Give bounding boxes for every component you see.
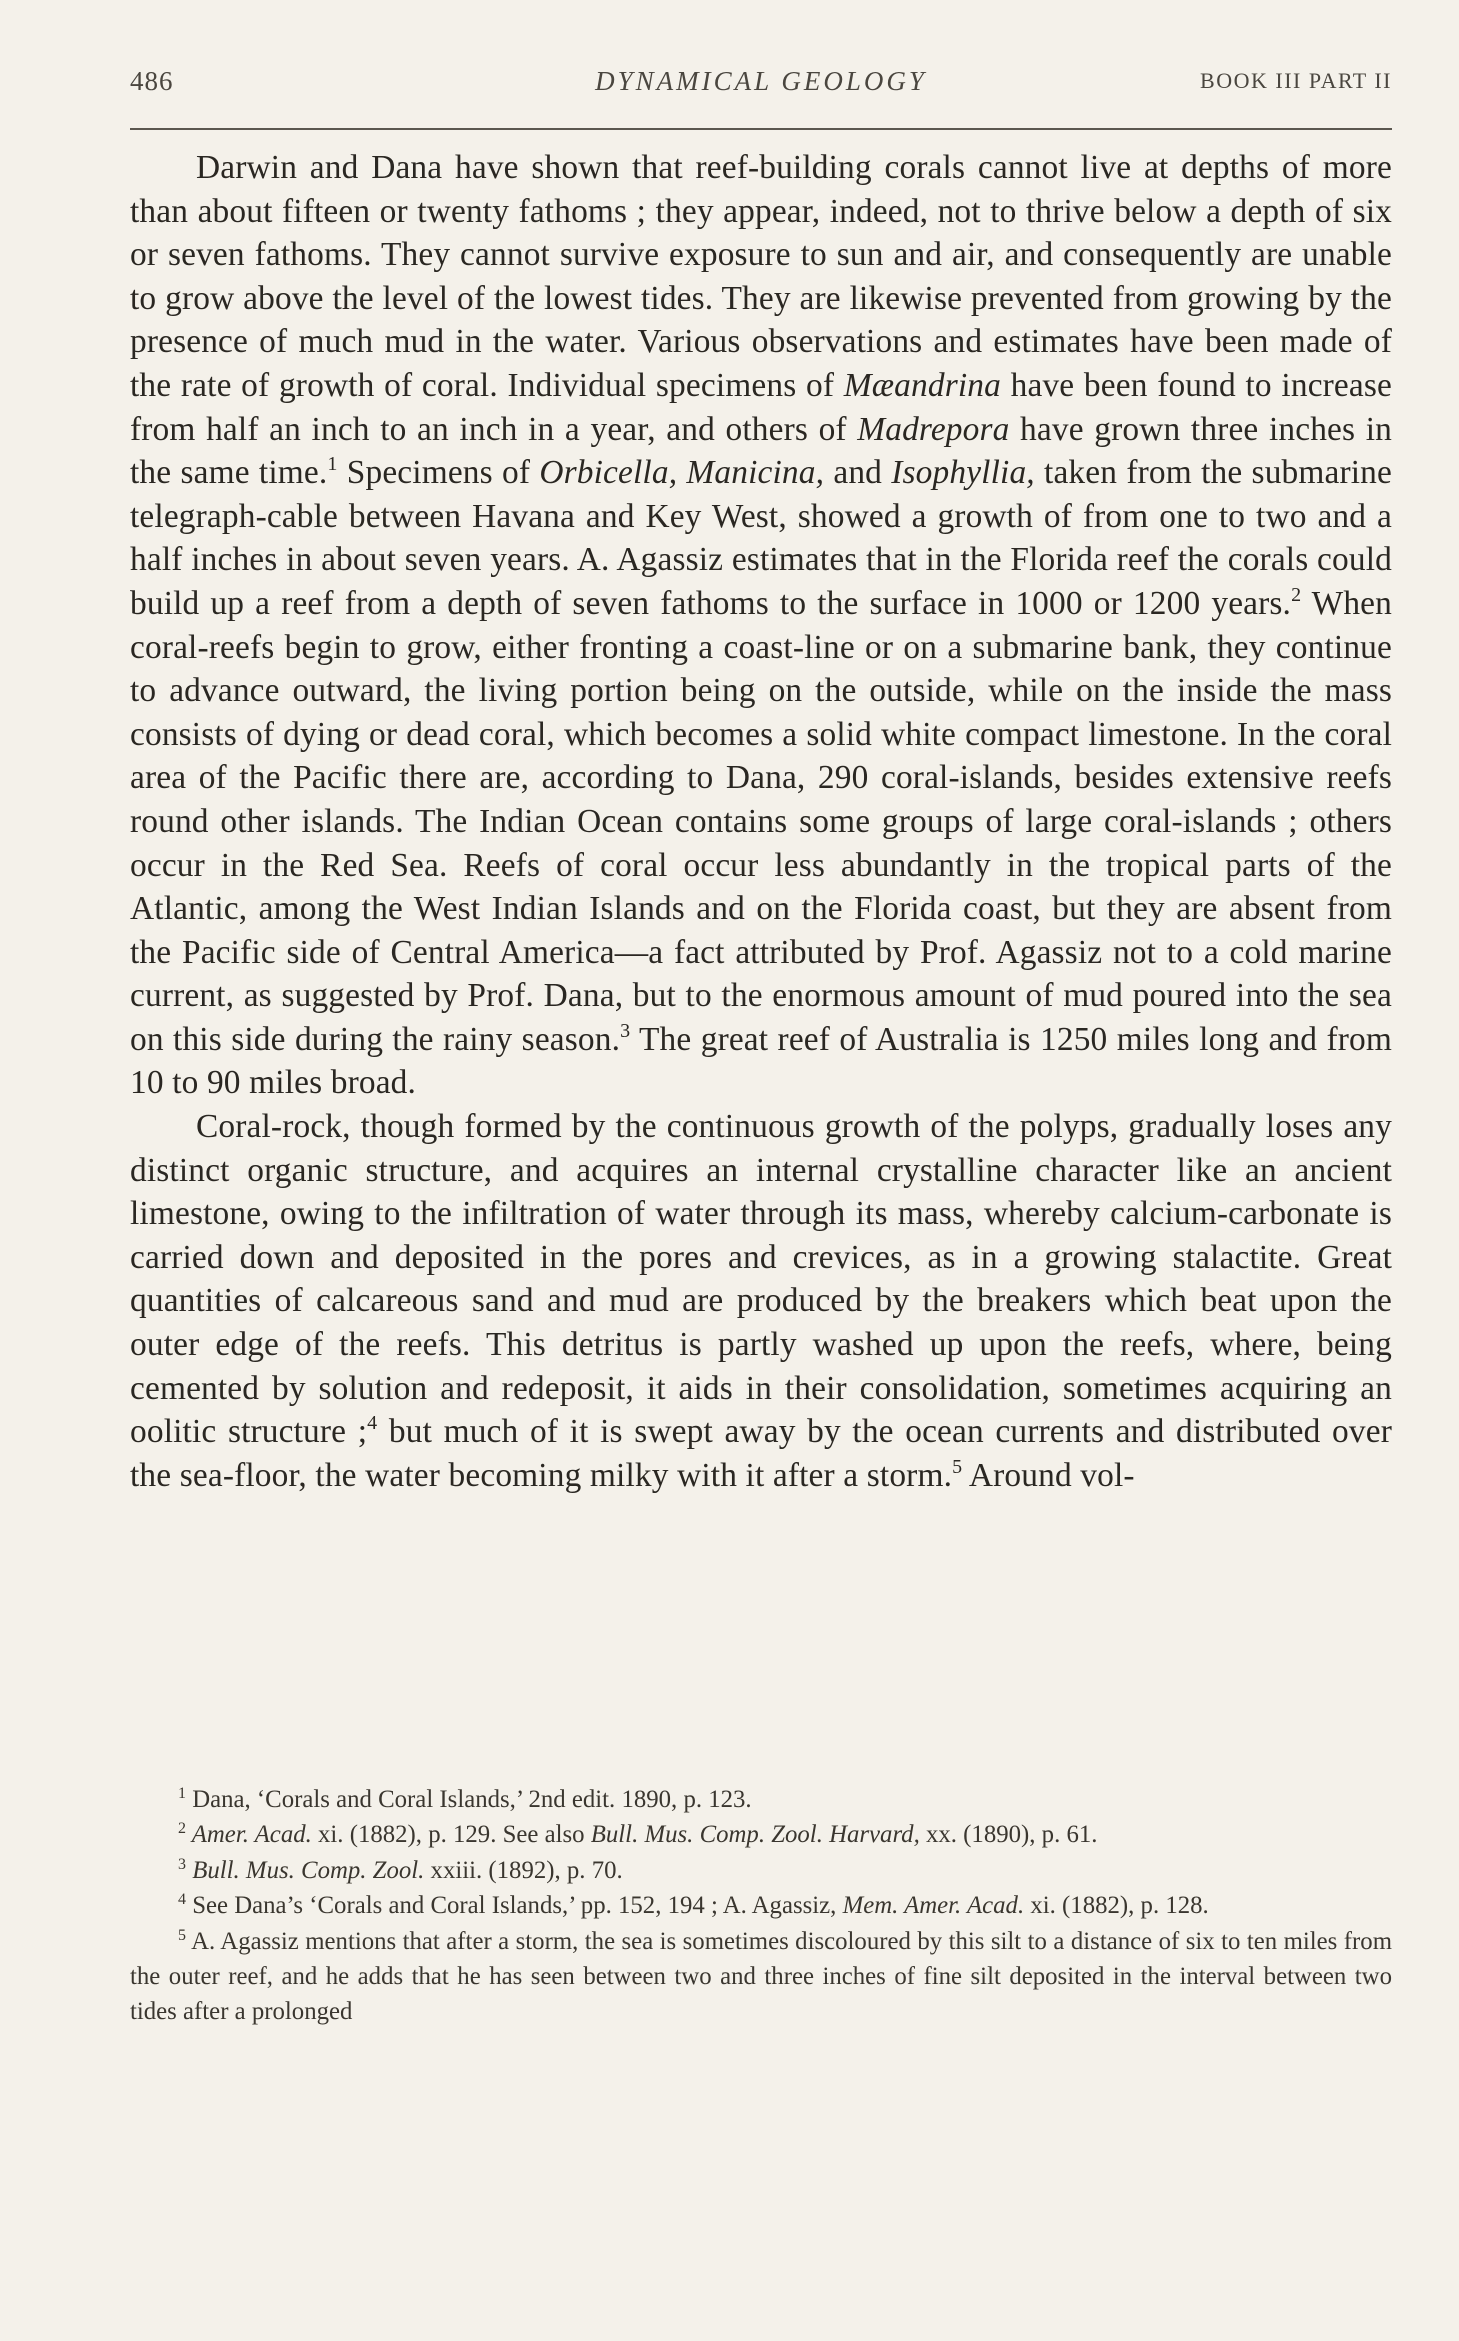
journal-title: Bull. Mus. Comp. Zool. — [186, 1856, 425, 1884]
text-span: Dana, ‘Corals and Coral Islands,’ 2nd edit. 1890, p. 123. — [186, 1786, 752, 1813]
text-span: but much of it is swept away by the ocean currents and distributed over the sea-floor, the water becoming milky with it after a storm. — [130, 1413, 1392, 1494]
journal-title: Bull. Mus. Comp. Zool. Harvard, — [590, 1821, 920, 1849]
journal-title: Mem. Amer. Acad. — [842, 1892, 1025, 1920]
text-span: xi. (1882), p. 128. — [1024, 1892, 1209, 1920]
text-span: Darwin and Dana have shown that reef-building corals cannot live at depths of more than about fifteen or twenty fathoms ; they appear, indeed, not to thrive below a depth of six or seven fathoms. They cannot survive exposure to sun and air, and consequently are unable to grow above the level of the lowest tides. They are likewise prevented from growing by the presence of much mud in the water. Various observations and estimates have been made of the rate of growth of coral. Individual specimens of — [130, 149, 1392, 404]
footnotes — [130, 1782, 1392, 2030]
page-number: 486 — [130, 66, 174, 96]
footnote-2 — [130, 1817, 1392, 1852]
text-span: have been found to increase from half an inch to an inch in a year, and others of — [130, 366, 1392, 448]
genus-name: Madrepora — [857, 410, 1010, 448]
journal-title: Amer. Acad. — [186, 1821, 312, 1849]
text-span: See Dana’s ‘Corals and Coral Islands,’ pp. 152, 194 ; A. Agassiz, — [186, 1892, 843, 1920]
text-span: When coral-reefs begin to grow, either fronting a coast-line or on a submarine bank, they continue to advance outward, the living portion being on the outside, while on the inside the mass consists of dying or dead coral, which becomes a solid white compact limestone. In the coral area of the Pacific there are, according to Dana, 290 coral-islands, besides extensive reefs round other islands. The Indian Ocean contains some groups of large coral-islands ; others occur in the Red Sea. Reefs of coral occur less abundantly in the tropical parts of the Atlantic, among the West Indian Islands and on the Florida coast, but they are absent from the Pacific side of Central America—a fact attributed by Prof. Agassiz not to a cold marine current, as suggested by Prof. Dana, but to the enormous amount of mud poured into the sea on this side during the rainy season. — [130, 584, 1392, 1058]
running-header — [130, 66, 1392, 110]
running-title: DYNAMICAL GEOLOGY — [595, 66, 927, 96]
footnote-number: 5 — [178, 1926, 186, 1944]
footnote-number: 1 — [178, 1785, 186, 1802]
text-span: and — [824, 454, 892, 492]
text-span: Coral-rock, though formed by the continuous growth of the polyps, gradually loses any distinct organic structure, and acquires an internal crystalline character like an ancient limestone, owing to the infiltration of water through its mass, whereby calcium-carbonate is carried down and deposited in the pores and crevices, as in a growing stalactite. Great quantities of calcareous sand and mud are produced by the breakers which beat upon the outer edge of the reefs. This detritus is partly washed up upon the reefs, where, being cemented by solution and redeposit, it aids in their consolidation, sometimes acquiring an oolitic structure ; — [130, 1108, 1392, 1451]
footnote-ref: 3 — [620, 1019, 631, 1042]
footnote-number: 4 — [178, 1891, 186, 1909]
text-span: xi. (1882), p. 129. See also — [311, 1821, 591, 1849]
text-span: Specimens of — [337, 454, 540, 492]
text-span: xx. (1890), p. 61. — [919, 1821, 1098, 1849]
footnote-ref: 5 — [952, 1455, 963, 1478]
footnote-1 — [130, 1782, 1392, 1817]
main-text — [130, 146, 1392, 1497]
footnote-ref: 2 — [1291, 583, 1302, 606]
footnote-ref: 1 — [327, 453, 338, 476]
footnote-4 — [130, 1888, 1392, 1923]
footnote-number: 3 — [178, 1855, 186, 1873]
footnote-number: 2 — [178, 1820, 186, 1838]
book-reference: BOOK III PART II — [1200, 68, 1392, 93]
paragraph-coral-rock — [130, 1105, 1392, 1497]
footnote-5 — [130, 1924, 1392, 2030]
text-span: xxiii. (1892), p. 70. — [424, 1856, 623, 1884]
text-span: Around vol- — [962, 1456, 1135, 1494]
genus-name: Isophyllia, — [891, 454, 1035, 492]
text-span: taken from the submarine telegraph-cable between Havana and Key West, showed a growth of from one to two and a half inches in about seven years. A. Agassiz estimates that in the Florida reef the corals could build up a reef from a depth of seven fathoms to the surface in 1000 or 1200 years. — [130, 454, 1392, 622]
genus-name: Mæandrina — [843, 366, 1001, 404]
footnote-ref: 4 — [367, 1412, 378, 1435]
text-span: A. Agassiz mentions that after a storm, the sea is sometimes discoloured by this silt to a distance of six to ten miles from the outer reef, and he adds that he has seen between two and three inches of fine silt deposited in the interval between two tides after a prolonged — [130, 1927, 1392, 2026]
text-span: have grown three inches in the same time. — [130, 410, 1392, 492]
text-span: The great reef of Australia is 1250 miles long and from 10 to 90 miles broad. — [130, 1020, 1392, 1102]
header-rule — [130, 128, 1392, 130]
paragraph-coral-growth — [130, 146, 1392, 1105]
genus-name: Orbicella, Manicina, — [539, 454, 825, 492]
footnote-3 — [130, 1853, 1392, 1888]
